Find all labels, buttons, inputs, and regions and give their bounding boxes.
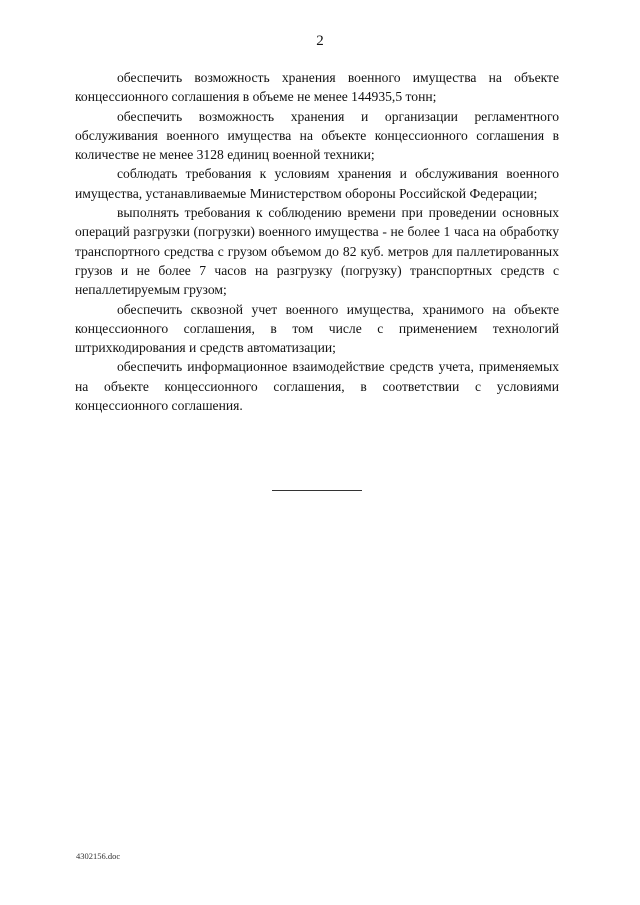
paragraph-information-exchange: обеспечить информационное взаимодействие средств учета, применяемых на объекте концессионного соглашения, в соответствии с условиями концессионного соглашения.: [75, 359, 559, 414]
paragraph-storage-volume: обеспечить возможность хранения военного имущества на объекте концессионного соглашения в объеме не менее 144935,5 тонн;: [75, 70, 559, 105]
end-divider: [272, 490, 362, 491]
paragraph-inventory-accounting: обеспечить сквозной учет военного имущества, хранимого на объекте концессионного соглашения, в том числе с применением технологий штрихкодирования и средств автоматизации;: [75, 301, 559, 356]
paragraph-maintenance-capacity: обеспечить возможность хранения и организации регламентного обслуживания военного имущества на объекте концессионного соглашения в количестве не менее 3128 единиц военной техники;: [75, 108, 559, 163]
document-body: [75, 68, 559, 415]
paragraph-storage-requirements: соблюдать требования к условиям хранения и обслуживания военного имущества, устанавливаемые Министерством обороны Российской Федерации;: [75, 166, 559, 201]
page-number: 2: [316, 33, 324, 49]
paragraph-unloading-time: выполнять требования к соблюдению времени при проведении основных операций разгрузки (погрузки) военного имущества - не более 1 часа на обработку транспортного средства с грузом объемом до 82 куб. метров для паллетированных грузов и не более 7 часов на разгрузку (погрузку) транспортных средств с непаллетируемым грузом;: [75, 205, 559, 298]
footer-filename: 4302156.doc: [76, 851, 121, 861]
